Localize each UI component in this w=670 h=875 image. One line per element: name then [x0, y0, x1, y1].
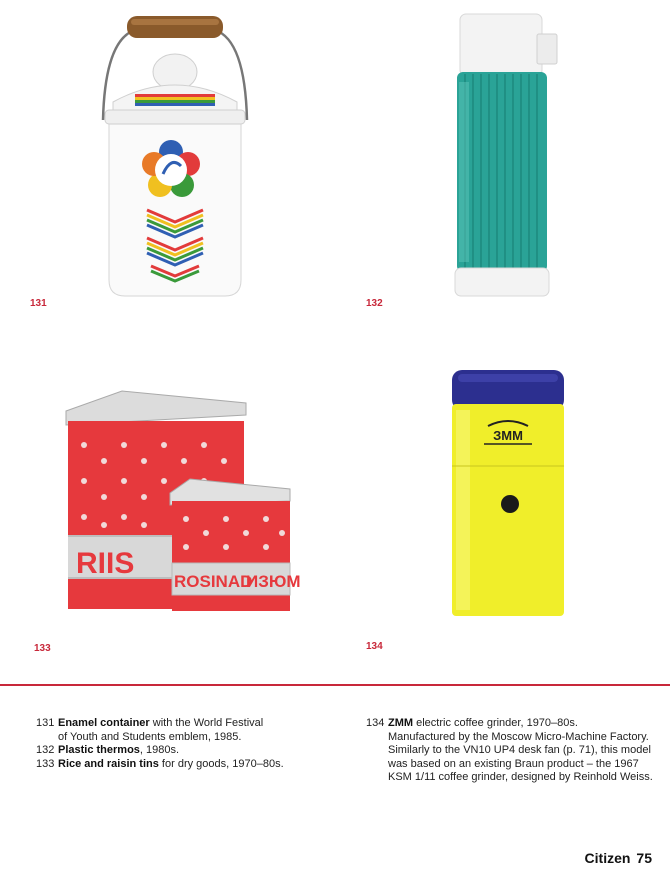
divider-rule [0, 684, 670, 686]
captions-left [36, 717, 326, 771]
caption-132: 132 Plastic thermos, 1980s. [36, 744, 180, 756]
figure-number-134: 134 [366, 641, 383, 652]
section-title: Citizen [584, 850, 631, 866]
coffee-grinder-image [450, 366, 566, 618]
enamel-container-image [95, 10, 255, 300]
rice-raisin-tins-image [62, 385, 301, 615]
figure-number-132: 132 [366, 298, 383, 309]
figure-number-131: 131 [30, 298, 47, 309]
page-number: 75 [636, 850, 652, 866]
figure-number-133: 133 [34, 643, 51, 654]
caption-134: 134 ZMM electric coffee grinder, 1970–80s. Manufactured by the Moscow Micro-Machine Factory. Similarly to the VN10 UP4 desk fan (p. 71), this model was based on an existing Braun product – the 1967 KSM 1/11 coffee grinder, designed by Reinhold Weiss. [366, 717, 653, 783]
tin-label-rosinad: ROSINAD [174, 572, 253, 591]
plastic-thermos-image [445, 12, 565, 302]
grinder-logo: ЗММ [493, 428, 523, 443]
page-footer [585, 850, 652, 866]
tin-label-riis: RIIS [76, 547, 135, 580]
tin-label-izyum: ИЗЮМ [246, 572, 301, 591]
caption-131: 131 Enamel container with the World Festival of Youth and Students emblem, 1985. [36, 717, 264, 743]
caption-133: 133 Rice and raisin tins for dry goods, 1970–80s. [36, 757, 284, 770]
